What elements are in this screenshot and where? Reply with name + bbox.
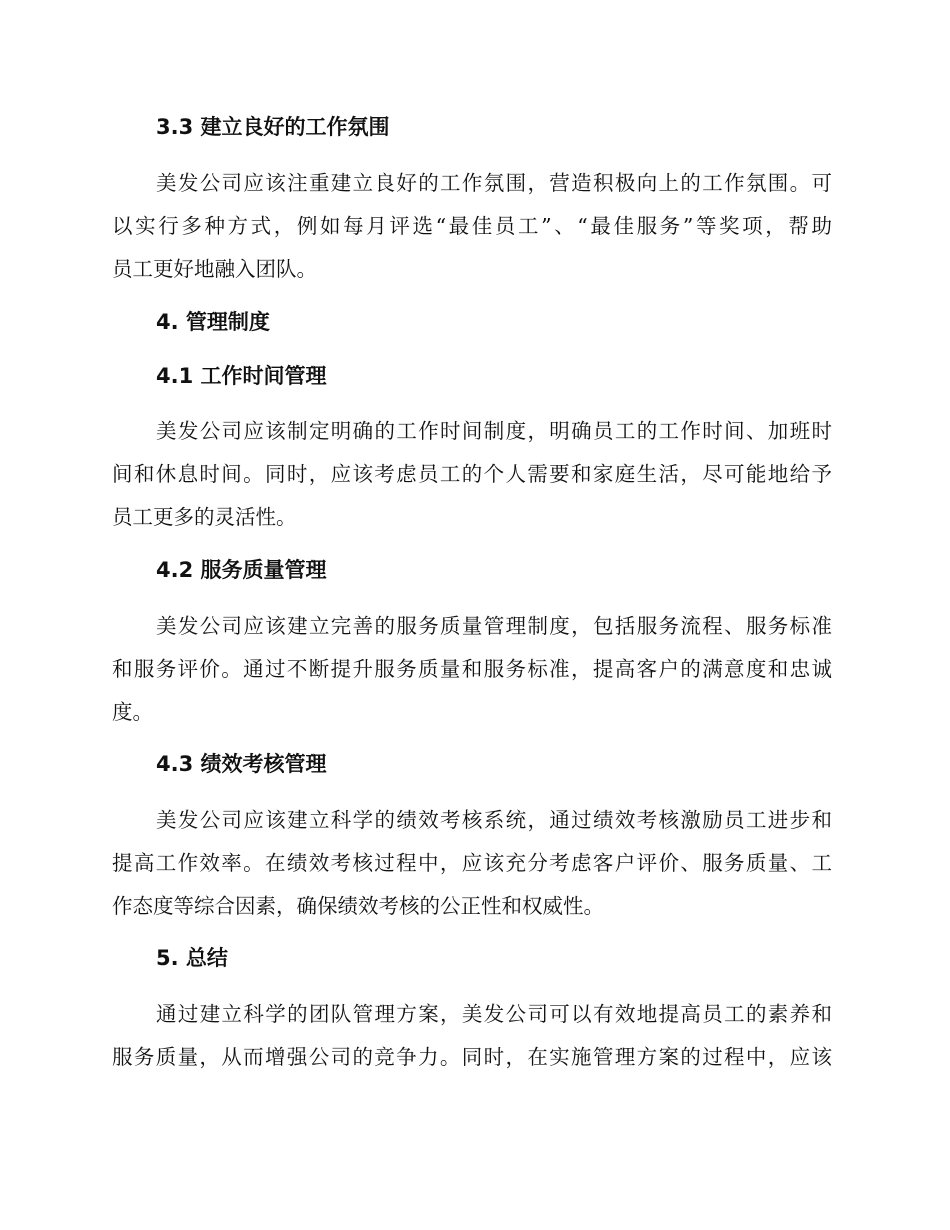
paragraph-line: 和服务评价。通过不断提升服务质量和服务标准，提高客户的满意度和忠诚 bbox=[112, 657, 832, 681]
section-paragraph-4-2 bbox=[112, 605, 832, 734]
paragraph-line: 间和休息时间。同时，应该考虑员工的个人需要和家庭生活，尽可能地给予 bbox=[112, 462, 832, 486]
section-heading-4: 4. 管理制度 bbox=[156, 310, 270, 334]
section-paragraph-4-3 bbox=[112, 799, 832, 928]
paragraph-line: 美发公司应该制定明确的工作时间制度，明确员工的工作时间、加班时 bbox=[156, 419, 832, 443]
paragraph-line: 通过建立科学的团队管理方案，美发公司可以有效地提高员工的素养和 bbox=[156, 1002, 832, 1026]
paragraph-line: 度。 bbox=[112, 700, 153, 724]
section-heading-5: 5. 总结 bbox=[156, 946, 228, 970]
paragraph-line: 员工更多的灵活性。 bbox=[112, 505, 297, 529]
section-heading-4-3: 4.3 绩效考核管理 bbox=[156, 752, 327, 776]
paragraph-line: 作态度等综合因素，确保绩效考核的公正性和权威性。 bbox=[112, 894, 604, 918]
paragraph-line: 以实行多种方式，例如每月评选“最佳员工”、“最佳服务”等奖项，帮助 bbox=[112, 214, 832, 238]
paragraph-line: 提高工作效率。在绩效考核过程中，应该充分考虑客户评价、服务质量、工 bbox=[112, 851, 832, 875]
paragraph-line: 服务质量，从而增强公司的竞争力。同时，在实施管理方案的过程中，应该 bbox=[112, 1045, 832, 1069]
paragraph-line: 员工更好地融入团队。 bbox=[112, 257, 317, 281]
paragraph-line: 美发公司应该建立科学的绩效考核系统，通过绩效考核激励员工进步和 bbox=[156, 808, 832, 832]
section-heading-3-3: 3.3 建立良好的工作氛围 bbox=[156, 115, 390, 139]
section-paragraph-5 bbox=[112, 993, 832, 1079]
section-heading-4-2: 4.2 服务质量管理 bbox=[156, 558, 327, 582]
paragraph-line: 美发公司应该建立完善的服务质量管理制度，包括服务流程、服务标准 bbox=[156, 614, 832, 638]
section-paragraph-3-3 bbox=[112, 162, 832, 291]
paragraph-line: 美发公司应该注重建立良好的工作氛围，营造积极向上的工作氛围。可 bbox=[156, 171, 832, 195]
section-paragraph-4-1 bbox=[112, 410, 832, 539]
section-heading-4-1: 4.1 工作时间管理 bbox=[156, 364, 327, 388]
